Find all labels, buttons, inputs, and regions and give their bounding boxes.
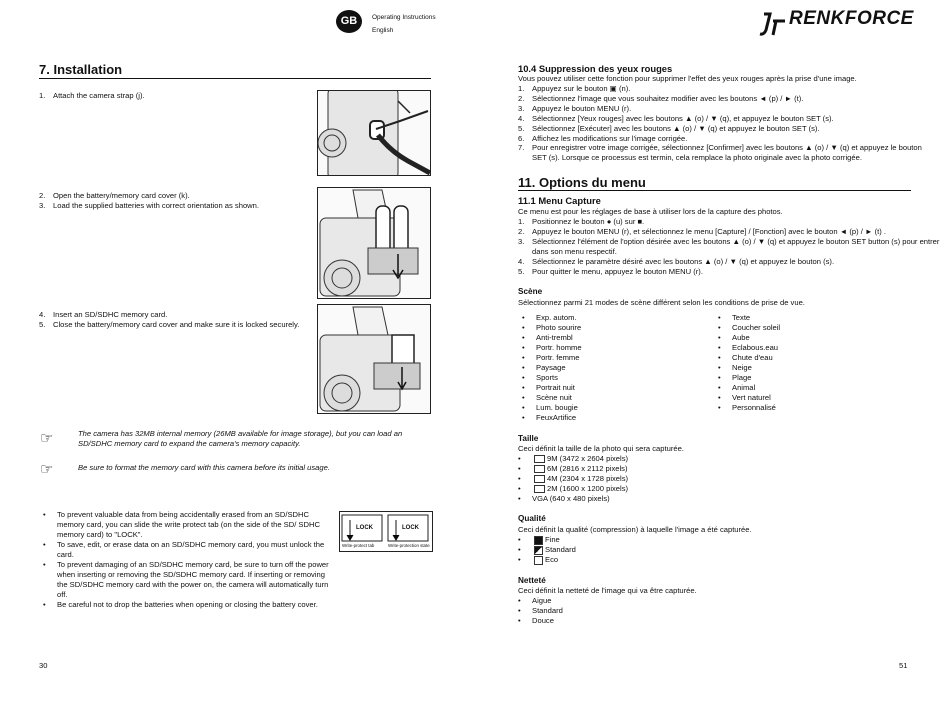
sharpness-intro: Ceci définit la netteté de l'image qui va être capturée. <box>518 586 697 595</box>
scene-list-col1 <box>522 313 702 423</box>
subsection-title-size: Taille <box>518 434 539 443</box>
step: 2. Appuyez le bouton MENU (r), et sélectionnez le menu [Capture] / [Fonction] avec le bouton ◄ (p) / ► (t) . <box>518 226 886 236</box>
step: 5. Pour quitter le menu, appuyez le bouton MENU (r). <box>518 266 703 276</box>
list-item: • Neige <box>718 363 898 373</box>
install-step: 2. Open the battery/memory card cover (k). <box>39 191 190 200</box>
install-step: 1. Attach the camera strap (j). <box>39 91 145 100</box>
menu-capture-steps <box>518 217 942 276</box>
scene-list-col2 <box>718 313 898 413</box>
list-item: • Lum. bougie <box>522 403 702 413</box>
section-title-red-eye: 10.4 Suppression des yeux rouges <box>518 63 673 74</box>
install-step: 4. Insert an SD/SDHC memory card. <box>39 310 168 319</box>
list-item: • Texte <box>718 313 898 323</box>
list-item: • Anti-trembl <box>522 333 702 343</box>
install-step: 3. Load the supplied batteries with correct orientation as shown. <box>39 200 259 210</box>
pointing-hand-icon: ☞ <box>40 430 54 447</box>
install-step-list-3 <box>39 310 309 330</box>
subsection-title-sharpness: Netteté <box>518 576 546 585</box>
list-item: • Photo sourire <box>522 323 702 333</box>
list-item: • Chute d'eau <box>718 353 898 363</box>
list-item: • To prevent valuable data from being accidentally erased from an SD/SDHC memory card, you can slide the write protect tab (on the side of the SD/ SDHC memory card) to "LOCK". <box>43 510 331 540</box>
list-item: • Portr. homme <box>522 343 702 353</box>
size-intro: Ceci définit la taille de la photo qui sera capturée. <box>518 444 684 453</box>
section-title-menu-capture: 11.1 Menu Capture <box>518 195 601 206</box>
list-item: • Scène nuit <box>522 393 702 403</box>
battery-insertion-illustration <box>317 187 431 299</box>
quality-intro: Ceci définit la qualité (compression) à laquelle l'image a été capturée. <box>518 525 752 534</box>
list-item: • Fine <box>518 535 718 545</box>
list-item: • FeuxArtifice <box>522 413 702 423</box>
step: 2. Sélectionnez l'image que vous souhaitez modifier avec les boutons ◄ (p) / ► (t). <box>518 93 804 103</box>
resolution-4m-icon <box>534 475 545 483</box>
pointing-hand-icon: ☞ <box>40 461 54 478</box>
section-title-menu-options: 11. Options du menu <box>518 175 646 190</box>
manual-header-line2: English <box>372 27 394 34</box>
quality-standard-icon <box>534 546 543 555</box>
quality-eco-icon <box>534 556 543 565</box>
section-rule <box>518 190 911 191</box>
page-number-right: 51 <box>899 661 908 670</box>
resolution-2m-icon <box>534 485 545 493</box>
step: 6. Affichez les modifications sur l'image corrigée. <box>518 133 688 143</box>
section-title-installation: 7. Installation <box>39 62 123 77</box>
list-item: • Coucher soleil <box>718 323 898 333</box>
caption-write-protect-tab: Write-protect tab <box>342 543 375 548</box>
section-rule <box>39 78 431 79</box>
menu-capture-intro: Ce menu est pour les réglages de base à utiliser lors de la capture des photos. <box>518 207 783 216</box>
install-step-list-2 <box>39 191 299 211</box>
scene-intro: Sélectionnez parmi 21 modes de scène différent selon les conditions de prise de vue. <box>518 298 805 307</box>
list-item: • Vert naturel <box>718 393 898 403</box>
list-item: • 9M (3472 x 2604 pixels) <box>518 454 778 464</box>
list-item: • Standard <box>518 545 718 555</box>
caption-write-protection-state: Write-protection state <box>388 543 430 548</box>
list-item: • To prevent damaging of an SD/SDHC memory card, be sure to turn off the power when inserting or removing the SD/SDHC memory card. If inserting or removing the SD/SDHC memory card with the power on, the camera will automatically turn off. <box>43 560 331 600</box>
list-item: • Standard <box>518 606 718 616</box>
subsection-title-quality: Qualité <box>518 514 546 523</box>
list-item: • Be careful not to drop the batteries when opening or closing the battery cover. <box>43 600 331 610</box>
quality-list <box>518 535 718 565</box>
brand-logo-icon <box>758 8 788 38</box>
quality-fine-icon <box>534 536 543 545</box>
list-item: • VGA (640 x 480 pixels) <box>518 494 778 504</box>
note-internal-memory: The camera has 32MB internal memory (26MB available for image storage), but you can load an SD/SDHC memory card to expand the camera's memory capacity. <box>78 429 403 448</box>
step: 3. Sélectionnez l'élément de l'option désirée avec les boutons ▲ (o) / ▼ (q) et appuyez le bouton SET button (s) pour entrer dans son menu respectif. <box>518 236 940 256</box>
list-item: • Eco <box>518 555 718 565</box>
red-eye-steps <box>518 84 923 163</box>
list-item: • Aube <box>718 333 898 343</box>
list-item: • Sports <box>522 373 702 383</box>
size-list <box>518 454 778 504</box>
list-item: • 2M (1600 x 1200 pixels) <box>518 484 778 494</box>
resolution-9m-icon <box>534 455 545 463</box>
page-number-left: 30 <box>39 661 48 670</box>
memory-card-insertion-illustration <box>317 304 431 414</box>
list-item: • Plage <box>718 373 898 383</box>
manual-header <box>372 11 436 37</box>
list-item: • 4M (2304 x 1728 pixels) <box>518 474 778 484</box>
list-item: • Portr. femme <box>522 353 702 363</box>
language-badge: GB <box>336 10 362 33</box>
note-format-card: Be sure to format the memory card with this camera before its initial usage. <box>78 463 330 472</box>
memory-card-tips-list <box>43 510 331 610</box>
step: 1. Appuyez sur le bouton ▣ (n). <box>518 84 631 93</box>
list-item: • Animal <box>718 383 898 393</box>
list-item: • Paysage <box>522 363 702 373</box>
lock-label: LOCK <box>402 525 419 531</box>
manual-header-line1: Operating Instructions <box>372 14 436 21</box>
sharpness-list <box>518 596 718 626</box>
lock-label: LOCK <box>356 525 373 531</box>
step: 4. Sélectionnez le paramètre désiré avec les boutons ▲ (o) / ▼ (q) et appuyez le bouton (s). <box>518 256 835 266</box>
list-item: • Douce <box>518 616 718 626</box>
list-item: • Portrait nuit <box>522 383 702 393</box>
list-item: • 6M (2816 x 2112 pixels) <box>518 464 778 474</box>
step: 5. Sélectionnez [Exécuter] avec les boutons ▲ (o) / ▼ (q) et appuyez le bouton SET (s). <box>518 123 820 133</box>
list-item: • To save, edit, or erase data on an SD/SDHC memory card, you must unlock the card. <box>43 540 331 560</box>
write-protect-diagram <box>339 511 433 552</box>
red-eye-intro: Vous pouvez utiliser cette fonction pour supprimer l'effet des yeux rouges après la prise d'une image. <box>518 74 857 83</box>
install-step-list-1 <box>39 91 299 101</box>
subsection-title-scene: Scène <box>518 287 543 296</box>
brand-wordmark: RENKFORCE <box>789 8 914 29</box>
resolution-6m-icon <box>534 465 545 473</box>
list-item: • Aigue <box>518 596 718 606</box>
step: 4. Sélectionnez [Yeux rouges] avec les boutons ▲ (o) / ▼ (q), et appuyez le bouton SET (s). <box>518 113 834 123</box>
list-item: • Exp. autom. <box>522 313 702 323</box>
step: 3. Appuyez le bouton MENU (r). <box>518 103 632 113</box>
list-item: • Eclabous.eau <box>718 343 898 353</box>
camera-strap-illustration <box>317 90 431 176</box>
step: 1. Positionnez le bouton ● (u) sur ■. <box>518 217 645 226</box>
install-step: 5. Close the battery/memory card cover and make sure it is locked securely. <box>39 319 300 329</box>
list-item: • Personnalisé <box>718 403 898 413</box>
step: 7. Pour enregistrer votre image corrigée, sélectionnez [Confirmer] avec les boutons ▲ (o) / ▼ (q) et appuyez le bouton SET (s). Lorsque ce processus est termin, cela remplace la photo originale avec la photo corrigée. <box>518 143 922 163</box>
